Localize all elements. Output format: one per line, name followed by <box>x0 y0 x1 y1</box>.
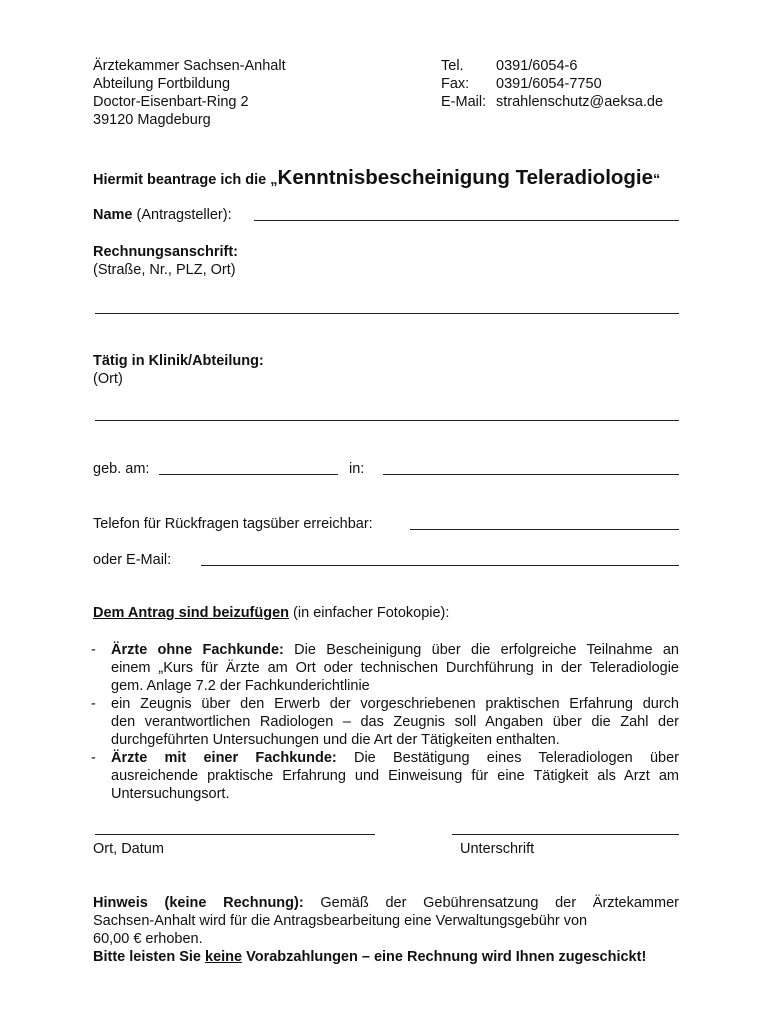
item3-line1 <box>111 749 679 767</box>
list-dash-3: - <box>91 750 96 766</box>
item2-line1: ein Zeugnis über den Erwerb der vorgeschriebenen praktischen Erfahrung durch <box>111 696 679 712</box>
contact-email-field[interactable] <box>201 565 679 566</box>
item3-line3: Untersuchungsort. <box>111 786 230 802</box>
note-bold: Hinweis (keine Rechnung): <box>93 895 304 911</box>
item2-line2: den verantwortlichen Radiologen – das Zeugnis soll Angaben über die Zahl der <box>111 714 679 730</box>
phone-label: Telefon für Rückfragen tagsüber erreichbar: <box>93 516 373 532</box>
item1-line1 <box>111 641 679 659</box>
clinic-sublabel: (Ort) <box>93 371 123 387</box>
name-label-bold: Name <box>93 207 133 223</box>
contact-email-label: oder E-Mail: <box>93 552 172 568</box>
email-label: E-Mail: <box>441 94 487 110</box>
list-dash-2: - <box>91 696 96 712</box>
name-label <box>93 206 232 224</box>
fax-value: 0391/6054-7750 <box>496 76 602 92</box>
sender-organisation: Ärztekammer Sachsen-Anhalt <box>93 58 286 74</box>
list-dash-1: - <box>91 642 96 658</box>
phone-field[interactable] <box>410 529 679 530</box>
note-text: Gemäß der Gebührensatzung der Ärztekammer <box>303 895 679 911</box>
name-field[interactable] <box>254 220 679 221</box>
birthplace-field[interactable] <box>383 474 679 475</box>
billing-sublabel: (Straße, Nr., PLZ, Ort) <box>93 262 236 278</box>
item2-line3: durchgeführten Untersuchungen und die Art der Tätigkeiten enthalten. <box>111 732 560 748</box>
attachments-heading <box>93 604 449 622</box>
born-label: geb. am: <box>93 461 150 477</box>
fax-label: Fax: <box>441 76 470 92</box>
note-line2: Sachsen-Anhalt wird für die Antragsbearbeitung eine Verwaltungsgebühr von <box>93 913 588 929</box>
sender-city: 39120 Magdeburg <box>93 112 211 128</box>
clinic-field[interactable] <box>95 420 679 421</box>
note-line1 <box>93 894 679 912</box>
signature-label: Unterschrift <box>460 841 535 857</box>
attachments-heading-sub: (in einfacher Fotokopie): <box>289 605 450 621</box>
sender-street: Doctor-Eisenbart-Ring 2 <box>93 94 249 110</box>
title-main: Kenntnisbescheinigung Teleradiologie <box>277 166 654 189</box>
birth-date-field[interactable] <box>159 474 338 475</box>
sender-department: Abteilung Fortbildung <box>93 76 231 92</box>
signature-field[interactable] <box>452 834 679 835</box>
billing-address-field[interactable] <box>95 313 679 314</box>
tel-label: Tel. <box>441 58 464 74</box>
birthplace-label: in: <box>349 461 365 477</box>
billing-label: Rechnungsanschrift: <box>93 244 239 260</box>
item1-bold: Ärzte ohne Fachkunde: <box>111 642 284 658</box>
title-suffix: “ <box>653 172 661 188</box>
email-value: strahlenschutz@aeksa.de <box>496 94 664 110</box>
warning-keine: keine <box>205 949 243 965</box>
place-date-label: Ort, Datum <box>93 841 164 857</box>
item1-text: Die Bescheinigung über die erfolgreiche Teilnahme an <box>283 642 679 658</box>
warning-part1: Bitte leisten Sie <box>93 949 206 965</box>
item3-line2: ausreichende praktische Erfahrung und Einweisung für eine Tätigkeit als Arzt am <box>111 768 679 784</box>
clinic-label: Tätig in Klinik/Abteilung: <box>93 353 264 369</box>
note-warning <box>93 948 646 966</box>
tel-value: 0391/6054-6 <box>496 58 578 74</box>
attachments-heading-bold: Dem Antrag sind beizufügen <box>93 605 290 621</box>
item1-line2: einem „Kurs für Ärzte am Ort oder technischen Durchführung in der Teleradiologie <box>111 660 679 676</box>
item3-bold: Ärzte mit einer Fachkunde: <box>111 750 337 766</box>
place-date-field[interactable] <box>95 834 375 835</box>
title-prefix: Hiermit beantrage ich die „ <box>93 172 278 188</box>
name-label-sub: (Antragsteller): <box>132 207 232 223</box>
note-line3: 60,00 € erhoben. <box>93 931 203 947</box>
item1-line3: gem. Anlage 7.2 der Fachkunderichtlinie <box>111 678 370 694</box>
warning-part2: Vorabzahlungen – eine Rechnung wird Ihnen zugeschickt! <box>242 949 647 965</box>
item3-text: Die Bestätigung eines Teleradiologen über <box>336 750 680 766</box>
form-title <box>93 165 660 193</box>
